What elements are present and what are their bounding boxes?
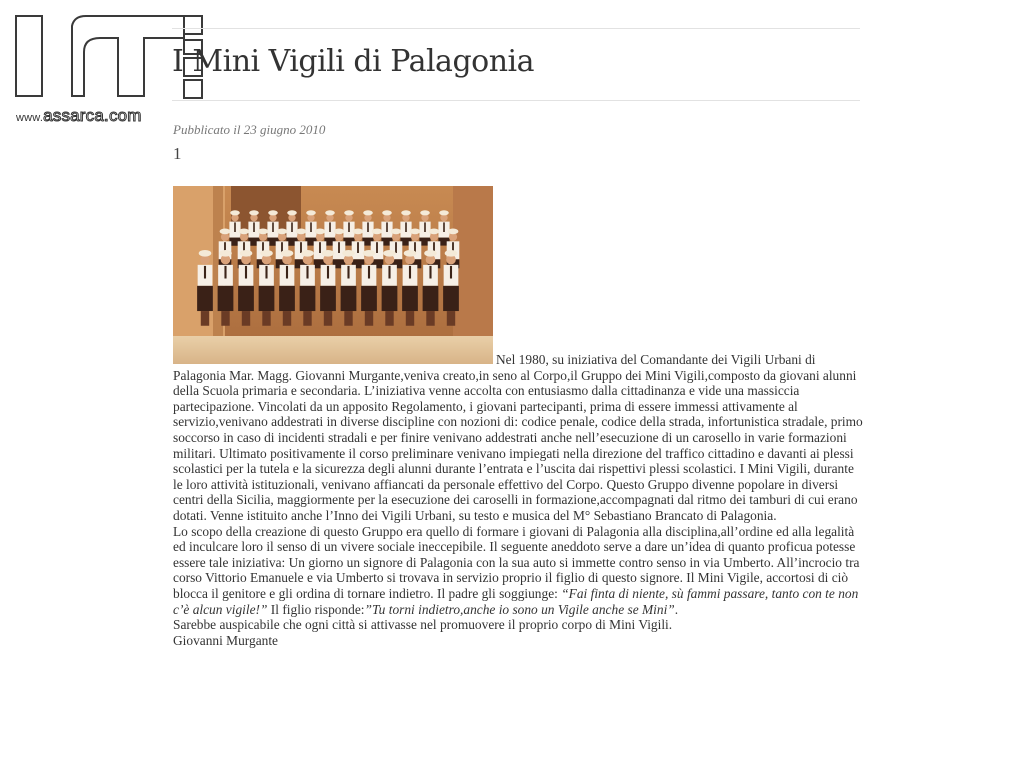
author-signature: Giovanni Murgante xyxy=(173,632,278,648)
comment-count[interactable]: 1 xyxy=(173,144,182,163)
logo-url[interactable]: www.assarca.com xyxy=(16,106,142,125)
paragraph-2-text: Lo scopo della creazione di questo Gruppo era quello di formare i giovani di Palagonia alla disciplina,all’ordine ed alla legalità ed inculcare loro il senso di un vivere sociale ineccepibile. Il seguente aneddoto serve a dare un’idea di quanto proficua potesse essere tale iniziativa: Un giorno un signore di Palagonia con la sua auto si immette contro senso in via Umberto. All’incrocio tra corso Vittorio Emanuele e via Umberto si trovava in servizio proprio il figlio di questo signore. Il Mini Vigile, accortosi di ciò blocca il genitore e gli ordina di tornare indietro. Il padre gli soggiunge: xyxy=(173,523,860,601)
photo-wrap-spacer xyxy=(173,352,496,362)
post-title: I Mini Vigili di Palagonia xyxy=(172,44,535,79)
quote-father: “Fai finta di niente, sù fammi passare, tanto con te non c’è alcun vigile!” xyxy=(173,585,859,617)
title-rule xyxy=(172,100,860,101)
paragraph-1: Nel 1980, su iniziativa del Comandante dei Vigili Urbani di Palagonia Mar. Magg. Giovanni Murgante,veniva creato,in seno al Corpo,il Gruppo dei Mini Vigili,composto da giovani alunni della Scuola primaria e secondaria. L’iniziativa venne accolta con entusiasmo dalla cittadinanza e vide una massiccia partecipazione. Vincolati da un apposito Regolamento, i giovani partecipanti, prima di essere immessi attivamente al servizio,venivano addestrati in diverse discipline con nozioni di: codice penale, codice della strada, infortunistica stradale, primo soccorso in caso di incidenti stradali e per finire venivano addestrati anche nell’esecuzione di un carosello in varie formazioni militari. Ultimato positivamente il corso preliminare venivano impiegati nella direzione del traffico cittadino e davanti ai plessi scolastici per la tutela e la sicurezza degli alunni durante l’entrata e l’uscita dai rispettivi plessi scolastici. I Mini Vigili, durante le loro attività istituzionali, venivano affiancati da personale effettivo del Corpo. Questo Gruppo divenne popolare in diversi centri della Sicilia, maggiormente per la esecuzione dei caroselli in formazione,accompagnati dal ritmo dei tamburi di cui erano dotati. Venne istituito anche l’Inno dei Vigili Urbani, su testo e musica del M° Sebastiano Brancato di Palagonia. xyxy=(173,352,863,523)
paragraph-2 xyxy=(173,524,863,618)
paragraph-2-end: . xyxy=(674,601,679,617)
publish-date: Pubblicato il 23 giugno 2010 xyxy=(173,122,326,137)
post-body xyxy=(173,352,863,648)
group-photo-image xyxy=(173,186,493,364)
paragraph-2-mid: Il figlio risponde: xyxy=(267,601,365,617)
group-photo xyxy=(173,186,493,364)
top-rule xyxy=(172,28,860,29)
paragraph-3: Sarebbe auspicabile che ogni città si attivasse nel promuovere il proprio corpo di Mini Vigili. xyxy=(173,617,673,633)
quote-son: ”Tu torni indietro,anche io sono un Vigile anche se Mini” xyxy=(364,601,675,617)
